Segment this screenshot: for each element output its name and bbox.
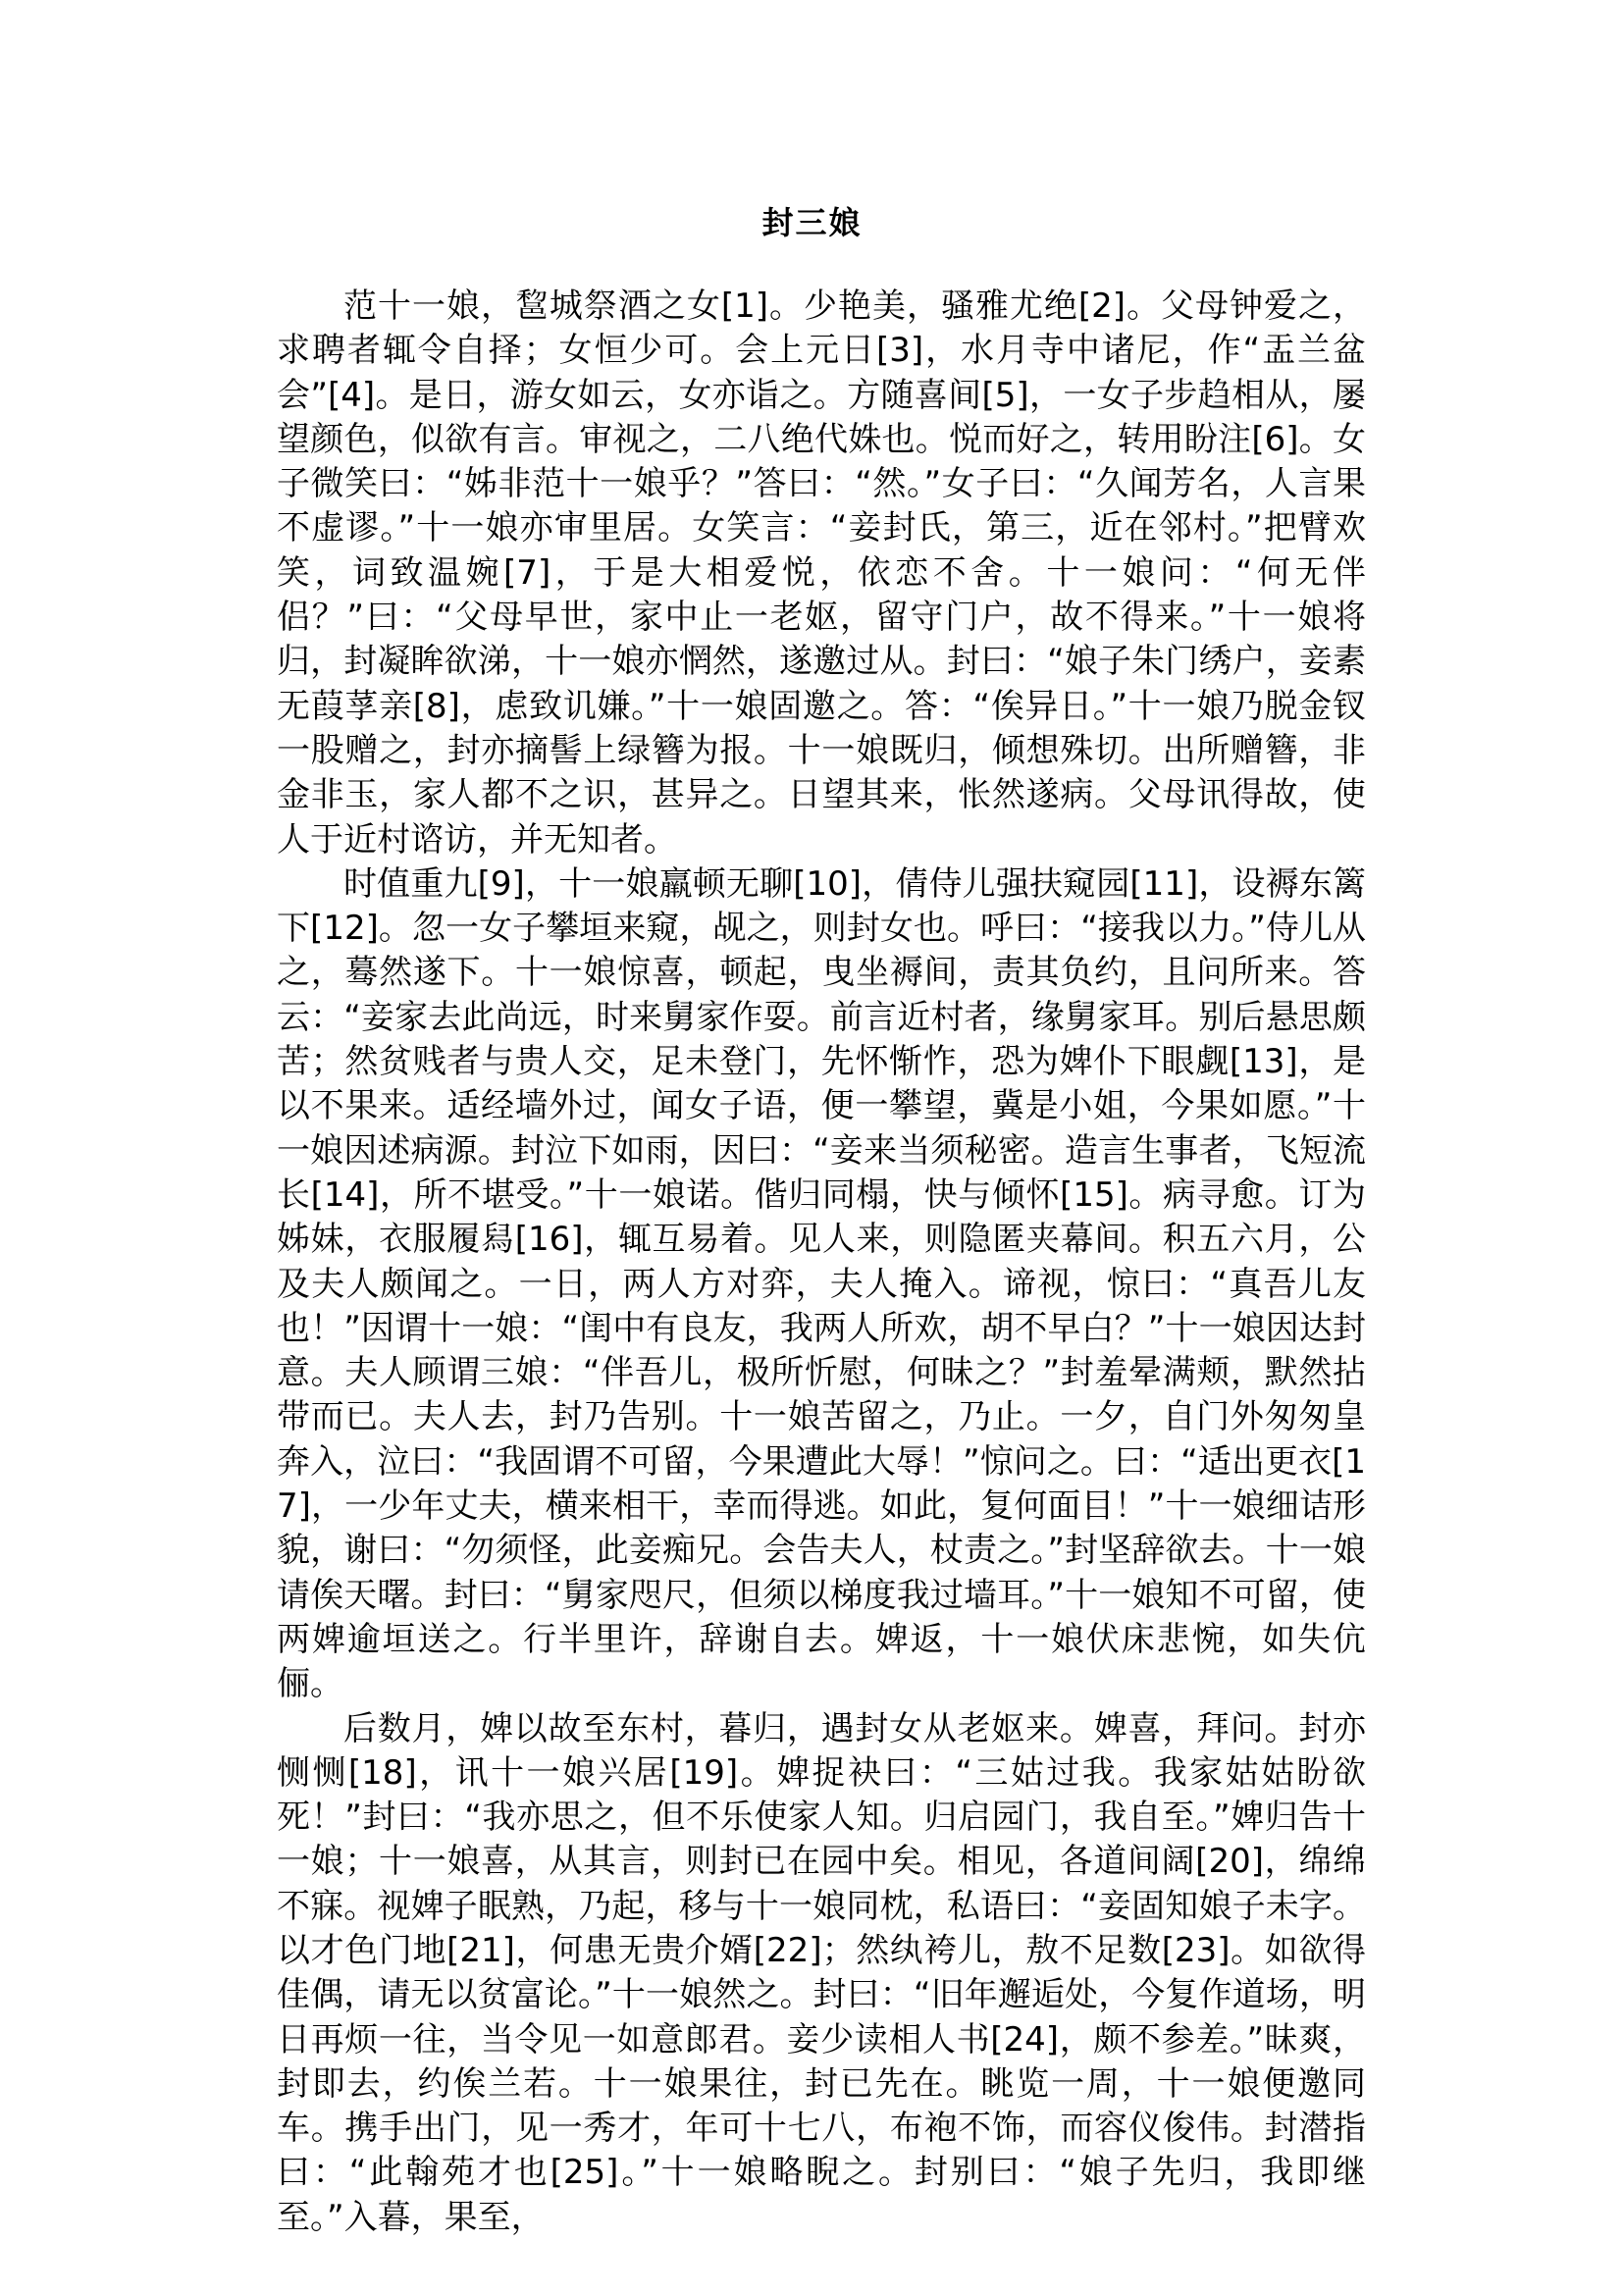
paragraph: 后数月，婢以故至东村，暮归，遇封女从老妪来。婢喜，拜问。封亦恻恻[18]，讯十一娘兴居[19]。婢捉袂曰：“三姑过我。我家姑姑盼欲死！”封曰：“我亦思之，但不乐使家人知。归启园门，我自至。”婢归告十一娘；十一娘喜，从其言，则封已在园中矣。相见，各道间阔[20]，绵绵不寐。视婢子眠熟，乃起，移与十一娘同枕，私语曰：“妾固知娘子未字。以才色门地[21]，何患无贵介婿[22]；然纨袴儿，敖不足数[23]。如欲得佳偶，请无以贫富论。”十一娘然之。封曰：“旧年邂逅处，今复作道场，明日再烦一往，当令见一如意郎君。妾少读相人书[24]，颇不参差。”昧爽，封即去，约俟兰若。十一娘果往，封已先在。眺览一周，十一娘便邀同车。携手出门，见一秀才，年可十七八，布袍不饰，而容仪俊伟。封潜指曰：“此翰苑才也[25]。”十一娘略睨之。封别曰：“娘子先归，我即继至。”入暮，果至， — [277, 1708, 1366, 2237]
paragraph: 时值重九[9]，十一娘羸顿无聊[10]，倩侍儿强扶窥园[11]，设褥东篱下[12]。忽一女子攀垣来窥，觇之，则封女也。呼曰：“接我以力。”侍儿从之，蓦然遂下。十一娘惊喜，顿起，曳坐褥间，责其负约，且问所来。答云：“妾家去此尚远，时来舅家作耍。前言近村者，缘舅家耳。别后悬思颇苦；然贫贱者与贵人交，足未登门，先怀惭怍，恐为婢仆下眼觑[13]，是以不果来。适经墙外过，闻女子语，便一攀望，冀是小姐，今果如愿。”十一娘因述病源。封泣下如雨，因曰：“妾来当须秘密。造言生事者，飞短流长[14]，所不堪受。”十一娘诺。偕归同榻，快与倾怀[15]。病寻愈。订为姊妹，衣服履舄[16]，辄互易着。见人来，则隐匿夹幕间。积五六月，公及夫人颇闻之。一日，两人方对弈，夫人掩入。谛视，惊曰：“真吾儿友也！”因谓十一娘：“闺中有良友，我两人所欢，胡不早白？”十一娘因达封意。夫人顾谓三娘：“伴吾儿，极所忻慰，何昧之？”封羞晕满颊，默然拈带而已。夫人去，封乃告别。十一娘苦留之，乃止。一夕，自门外匆匆皇奔入，泣曰：“我固谓不可留，今果遭此大辱！”惊问之。曰：“适出更衣[17]，一少年丈夫，横来相干，幸而得逃。如此，复何面目！”十一娘细诘形貌，谢曰：“勿须怪，此妾痴兄。会告夫人，杖责之。”封坚辞欲去。十一娘请俟天曙。封曰：“舅家咫尺，但须以梯度我过墙耳。”十一娘知不可留，使两婢逾垣送之。行半里许，辞谢自去。婢返，十一娘伏床悲惋，如失伉俪。 — [277, 863, 1366, 1704]
paragraph: 范十一娘，𨛫城祭酒之女[1]。少艳美，骚雅尤绝[2]。父母钟爱之，求聘者辄令自择；女恒少可。会上元日[3]，水月寺中诸尼，作“盂兰盆会”[4]。是日，游女如云，女亦诣之。方随喜间[5]，一女子步趋相从，屡望颜色，似欲有言。审视之，二八绝代姝也。悦而好之，转用盼注[6]。女子微笑曰：“姊非范十一娘乎？”答曰：“然。”女子曰：“久闻芳名，人言果不虚谬。”十一娘亦审里居。女笑言：“妾封氏，第三，近在邻村。”把臂欢笑，词致温婉[7]，于是大相爱悦，依恋不舍。十一娘问：“何无伴侣？”曰：“父母早世，家中止一老妪，留守门户，故不得来。”十一娘将归，封凝眸欲涕，十一娘亦惘然，遂邀过从。封曰：“娘子朱门绣户，妾素无葭莩亲[8]，虑致讥嫌。”十一娘固邀之。答：“俟异日。”十一娘乃脱金钗一股赠之，封亦摘髻上绿簪为报。十一娘既归，倾想殊切。出所赠簪，非金非玉，家人都不之识，甚异之。日望其来，怅然遂病。父母讯得故，使人于近村谘访，并无知者。 — [277, 287, 1366, 860]
document-title: 封三娘 — [761, 204, 863, 241]
document-body — [277, 285, 1366, 2240]
